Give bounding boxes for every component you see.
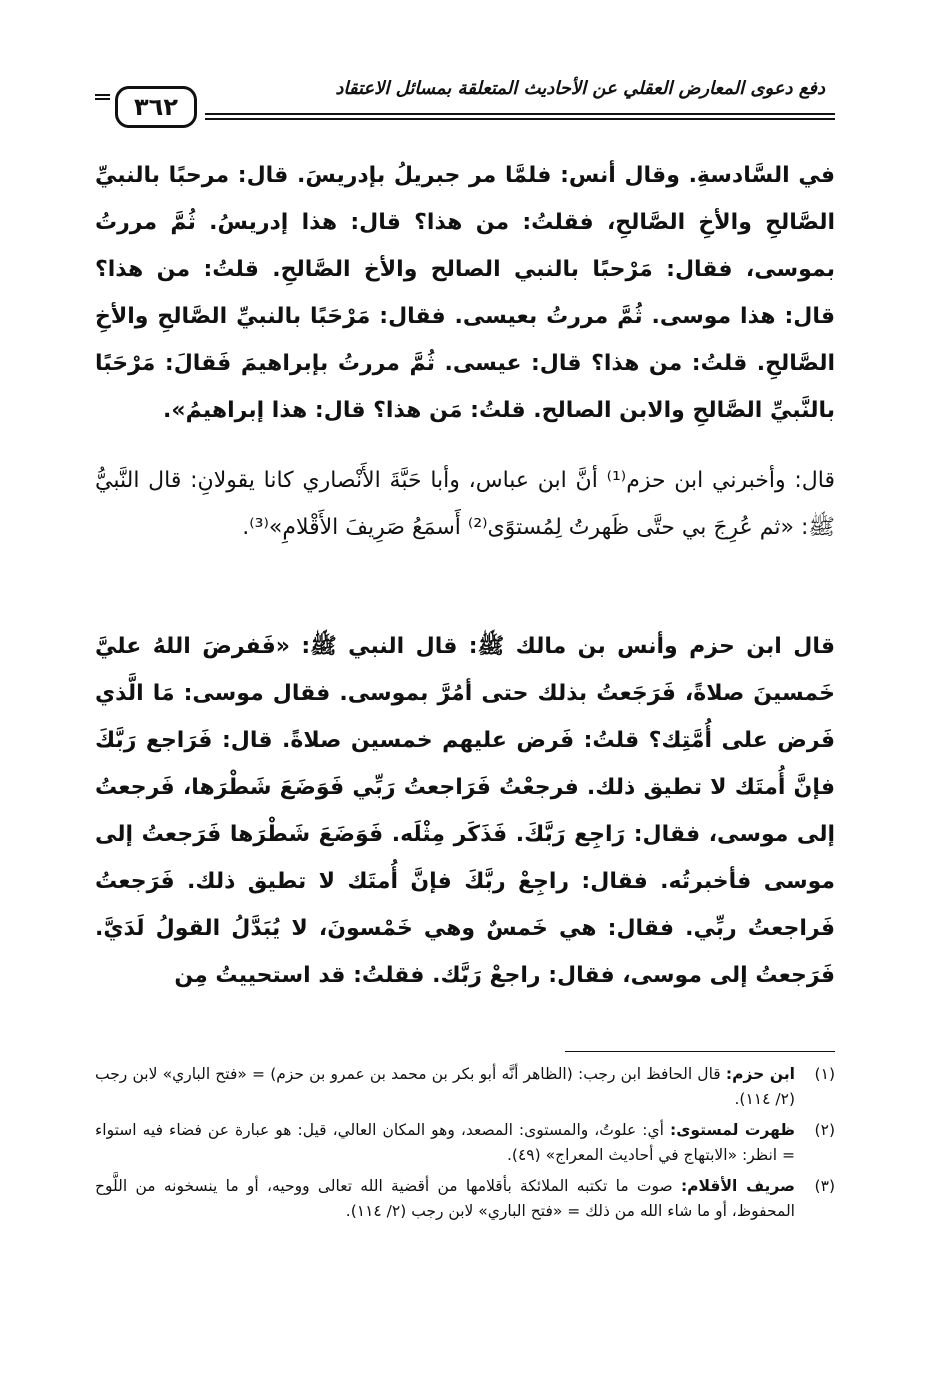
paragraph-1-text: في السَّادسةِ. وقال أنس: فلمَّا مر جبريلُ بإدريسَ. قال: مرحبًا بالنبيِّ الصَّالحِ والأخِ الصَّالحِ، فقلتُ: من هذا؟ قال: هذا إدريسُ. ثُمَّ مررتُ بموسى، فقال: مَرْحبًا بالنبي الصالح والأخ الصَّالحِ. قلتُ: من هذا؟ قال: هذا موسى. ثُمَّ مررتُ بعيسى. فقال: مَرْحَبًا بالنبيِّ الصَّالحِ والأخِ الصَّالحِ. قلتُ: من هذا؟ قال: عيسى. ثُمَّ مررتُ بإبراهيمَ فَقالَ: مَرْحَبًا بالنَّبيِّ الصَّالحِ والابن الصالح. قلتُ: مَن هذا؟ قال: هذا إبراهيمُ». (95, 163, 835, 423)
footnote-term: صريف الأقلام: (680, 1177, 795, 1195)
paragraph-2 (95, 457, 835, 551)
footnote-term: ابن حزم: (725, 1065, 795, 1083)
paragraph-3 (95, 623, 835, 999)
paragraph-2-text: قال: وأخبرني ابن حزم⁽¹⁾ أنَّ ابن عباس، وأبا حَبَّةَ الأَنْصاري كانا يقولانِ: قال النَّبيُّ ﷺ: «ثم عُرِجَ بي حتَّى ظَهرتُ لِمُستوًى⁽²⁾ أَسمَعُ صَرِيفَ الأَقْلامِ»⁽³⁾. (95, 468, 835, 540)
page-number-frame (115, 86, 197, 128)
header-rule-left-2 (95, 98, 110, 100)
footnote-number: (٢) (814, 1121, 835, 1139)
footnote-separator (565, 1051, 835, 1052)
header-rule-top (205, 113, 835, 115)
footnote-text: أي: علوتُ، والمستوى: المصعد، وهو المكان العالي، قيل: هو عبارة عن فضاء فيه استواء = انظر: «الابتهاج في أحاديث المعراج» (٤٩). (95, 1121, 795, 1164)
footnote-body (95, 1174, 795, 1224)
footnote-1 (95, 1062, 835, 1112)
footnote-text: صوت ما تكتبه الملائكة بأقلامها من أقضية الله تعالى ووحيه، أو ما ينسخونه من اللَّوح المحفوظ، أو ما شاء الله من ذلك = «فتح الباري» لابن رجب (٢/ ١١٤). (95, 1177, 795, 1220)
footnote-number: (٣) (814, 1177, 835, 1195)
paragraph-1 (95, 152, 835, 434)
footnote-text: قال الحافظ ابن رجب: (الظاهر أنَّه أبو بكر بن محمد بن عمرو بن حزم) = «فتح الباري» لابن رجب (٢/ ١١٤). (95, 1065, 795, 1108)
page-header (95, 60, 835, 130)
footnote-number: (١) (814, 1065, 835, 1083)
header-rule-bottom (205, 118, 835, 120)
footnote-3 (95, 1174, 835, 1224)
paragraph-3-text: قال ابن حزم وأنس بن مالك ﷺ: قال النبي ﷺ: «فَفرضَ اللهُ عليَّ خَمسينَ صلاةً، فَرَجَعتُ بذلك حتى أمُرَّ بموسى. فقال موسى: مَا الَّذي فَرض على أُمَّتِك؟ قلتُ: فَرض عليهم خمسين صلاةً. قال: فَرَاجع رَبَّكَ فإنَّ أُمتَك لا تطيق ذلك. فرجعْتُ فَرَاجعتُ رَبِّي فَوَضَعَ شَطْرَها، فَرجعتُ إلى موسى، فقال: رَاجِع رَبَّكَ. فَذَكَر مِثْلَه. فَوَضَعَ شَطْرَها فَرَجعتُ إلى موسى فأخبرتُه. فقال: راجِعْ ربَّكَ فإنَّ أُمتَك لا تطيق ذلك. فَرَجعتُ فَراجعتُ ربِّي. فقال: هي خَمسٌ وهي خَمْسونَ، لا يُبَدَّلُ القولُ لَدَيَّ. فَرَجعتُ إلى موسى، فقال: راجعْ رَبَّك. فقلتُ: قد استحييتُ مِن (95, 634, 835, 988)
footnote-2 (95, 1118, 835, 1168)
running-title: دفع دعوى المعارض العقلي عن الأحاديث المتعلقة بمسائل الاعتقاد (335, 78, 825, 99)
footnote-body (95, 1062, 795, 1112)
page-number: ٣٦٢ (134, 93, 178, 121)
footnotes (95, 1062, 835, 1230)
footnote-body (95, 1118, 795, 1168)
header-rule-left (95, 94, 110, 96)
footnote-term: ظهرت لمستوى: (670, 1121, 795, 1139)
